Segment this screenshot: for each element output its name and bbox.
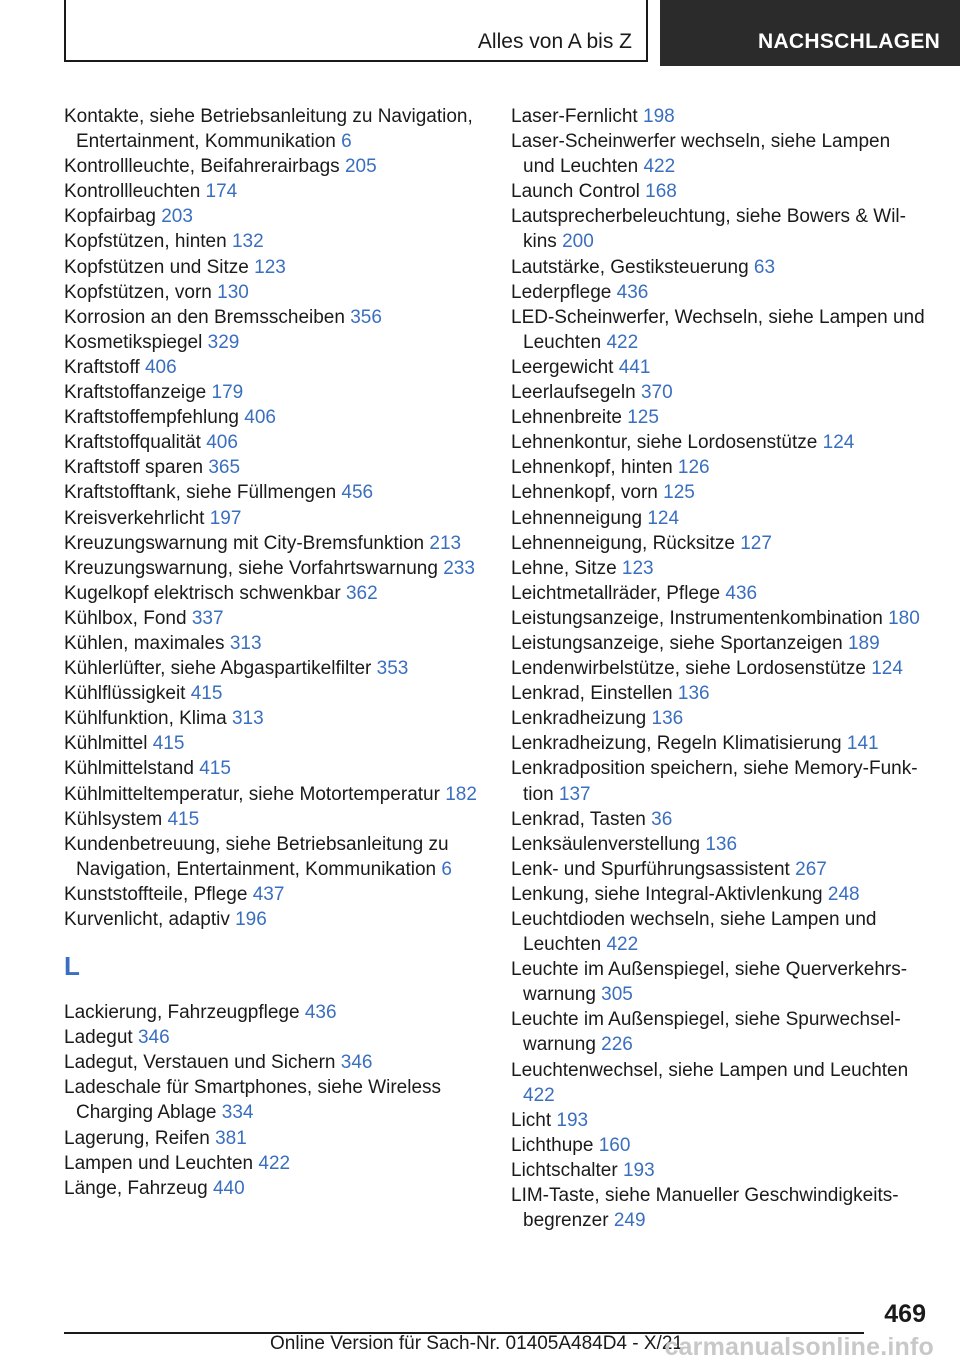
index-group-k xyxy=(64,104,484,932)
index-entry-term: Kühlmitteltemperatur, siehe Motortemperatur xyxy=(64,783,440,805)
page-reference-link[interactable]: 313 xyxy=(229,632,262,654)
header-box xyxy=(64,0,648,62)
index-entry xyxy=(64,556,484,581)
index-entry-term: Lehnenneigung xyxy=(511,507,643,529)
index-entry xyxy=(64,229,484,254)
index-entry xyxy=(511,1183,926,1233)
index-entry xyxy=(511,104,926,129)
index-entry-term: Ladeschale für Smartphones, siehe Wireless Charging Ablage xyxy=(64,1077,442,1124)
index-entry xyxy=(64,1176,484,1201)
index-entry xyxy=(64,782,484,807)
index-entry xyxy=(64,807,484,832)
index-entry-term: Licht xyxy=(511,1109,552,1131)
index-entry xyxy=(64,581,484,606)
index-entry-term: Laser-Fernlicht xyxy=(511,106,638,127)
page-reference-link[interactable]: 337 xyxy=(191,607,224,629)
index-entry xyxy=(511,581,926,606)
index-entry xyxy=(64,280,484,305)
index-entry xyxy=(511,731,926,756)
index-entry-term: Kühlbox, Fond xyxy=(64,607,187,629)
index-entry-term: LED-Scheinwerfer, Wechseln, siehe Lampen und Leuchten xyxy=(511,306,925,353)
page-reference-link[interactable]: 124 xyxy=(822,432,855,454)
index-entry xyxy=(511,405,926,430)
page-number: 469 xyxy=(884,1300,926,1328)
page-reference-link[interactable]: 126 xyxy=(677,457,710,479)
index-entry xyxy=(511,857,926,882)
page-reference-link[interactable]: 437 xyxy=(252,883,285,905)
index-column-left xyxy=(64,104,484,1201)
index-entry-term: Kugelkopf elektrisch schwenkbar xyxy=(64,582,341,604)
index-entry xyxy=(64,355,484,380)
index-entry xyxy=(64,1075,484,1125)
page-reference-link[interactable]: 130 xyxy=(217,281,249,303)
page-reference-link[interactable]: 267 xyxy=(795,858,827,880)
page-reference-link[interactable]: 132 xyxy=(231,231,264,253)
index-entry-term: LIM-Taste, siehe Manueller Geschwindigkeitsbegrenzer xyxy=(511,1185,899,1232)
page-reference-link[interactable]: 406 xyxy=(206,432,238,454)
page-reference-link[interactable]: 193 xyxy=(622,1159,655,1181)
page-reference-link[interactable]: 179 xyxy=(211,382,244,404)
page-header xyxy=(0,0,960,66)
page-reference-link[interactable]: 436 xyxy=(725,582,758,604)
page-reference-link[interactable]: 441 xyxy=(618,356,651,378)
page-reference-link[interactable]: 63 xyxy=(753,256,776,278)
index-entry xyxy=(64,832,484,882)
index-entry xyxy=(64,1126,484,1151)
index-entry xyxy=(511,129,926,179)
index-entry-term: Lagerung, Reifen xyxy=(64,1127,210,1149)
page-reference-link[interactable]: 141 xyxy=(846,733,879,755)
index-entry-term: Lampen und Leuchten xyxy=(64,1152,254,1174)
index-entry xyxy=(64,606,484,631)
page-reference-link[interactable]: 356 xyxy=(350,306,382,328)
index-entry-term: Leerlaufsegeln xyxy=(511,382,636,404)
index-entry-term: Lenkradposition speichern, siehe Memory-Funktion xyxy=(511,758,918,805)
index-column-right xyxy=(511,104,926,1233)
page-reference-link[interactable]: 123 xyxy=(621,557,654,579)
index-entry xyxy=(511,380,926,405)
index-entry xyxy=(511,204,926,254)
page-reference-link[interactable]: 422 xyxy=(606,331,639,353)
index-entry xyxy=(511,1158,926,1183)
index-entry xyxy=(511,1133,926,1158)
index-entry-term: Korrosion an den Bremsscheiben xyxy=(64,306,345,328)
page-reference-link[interactable]: 381 xyxy=(215,1127,247,1149)
index-entry-term: Kreisverkehrlicht xyxy=(64,507,205,529)
page-reference-link[interactable]: 249 xyxy=(613,1210,646,1232)
page-reference-link[interactable]: 203 xyxy=(161,206,193,228)
index-entry xyxy=(511,1007,926,1057)
index-entry-term: Lichtschalter xyxy=(511,1159,618,1181)
index-entry xyxy=(511,706,926,731)
page-reference-link[interactable]: 456 xyxy=(341,482,374,504)
page-reference-link[interactable]: 36 xyxy=(651,808,673,830)
index-entry-term: Kraftstoffqualität xyxy=(64,432,201,454)
index-entry-term: Lautstärke, Gestiksteuerung xyxy=(511,256,749,278)
index-entry xyxy=(511,556,926,581)
index-entry-term: Kühlerlüfter, siehe Abgaspartikelfilter xyxy=(64,658,372,680)
page-reference-link[interactable]: 334 xyxy=(221,1102,254,1124)
page-reference-link[interactable]: 406 xyxy=(244,407,276,429)
index-entry xyxy=(64,531,484,556)
index-entry-term: Kontrollleuchte, Beifahrerairbags xyxy=(64,156,340,178)
index-group-l-continued xyxy=(511,104,926,1233)
index-entry-term: Leuchtdioden wechseln, siehe Lampen und Leuchten xyxy=(511,909,877,956)
index-entry-term: Launch Control xyxy=(511,181,640,203)
index-entry xyxy=(511,681,926,706)
index-entry xyxy=(64,1025,484,1050)
index-entry-term: Leuchtenwechsel, siehe Lampen und Leuchten xyxy=(511,1059,909,1081)
index-entry xyxy=(64,330,484,355)
page-reference-link[interactable]: 182 xyxy=(445,783,477,805)
page-reference-link[interactable]: 440 xyxy=(212,1177,245,1199)
page-reference-link[interactable]: 124 xyxy=(647,507,680,529)
index-entry-term: Leistungsanzeige, Instrumentenkombination xyxy=(511,607,883,629)
index-entry-term: Kühlmittel xyxy=(64,733,148,755)
index-entry xyxy=(64,907,484,932)
page-reference-link[interactable]: 422 xyxy=(643,156,676,178)
page-reference-link[interactable]: 168 xyxy=(645,181,677,203)
index-entry-term: Lederpflege xyxy=(511,281,612,303)
header-crumb: Alles von A bis Z xyxy=(477,30,632,53)
index-letter-l: L xyxy=(64,951,80,982)
index-entry xyxy=(64,756,484,781)
index-entry-term: Lehnenbreite xyxy=(511,407,622,429)
index-entry-term: Kopfstützen, hinten xyxy=(64,231,227,253)
page-reference-link[interactable]: 193 xyxy=(556,1109,589,1131)
index-entry xyxy=(511,255,926,280)
index-entry xyxy=(511,305,926,355)
page-reference-link[interactable]: 205 xyxy=(344,156,377,178)
index-entry xyxy=(511,832,926,857)
page-reference-link[interactable]: 329 xyxy=(207,331,240,353)
page-reference-link[interactable]: 226 xyxy=(601,1034,633,1056)
index-entry xyxy=(64,882,484,907)
page-reference-link[interactable]: 174 xyxy=(205,181,238,203)
index-entry xyxy=(511,656,926,681)
page-reference-link[interactable]: 124 xyxy=(871,658,903,680)
page-reference-link[interactable]: 415 xyxy=(167,808,200,830)
page-reference-link[interactable]: 6 xyxy=(441,858,452,880)
index-entry xyxy=(64,380,484,405)
page-reference-link[interactable]: 370 xyxy=(640,382,673,404)
index-entry xyxy=(64,480,484,505)
index-entry-term: Lackierung, Fahrzeugpflege xyxy=(64,1002,300,1024)
index-entry-term: Kühlfunktion, Klima xyxy=(64,708,227,730)
index-entry xyxy=(64,305,484,330)
index-entry-term: Lenkrad, Einstellen xyxy=(511,683,673,705)
index-entry xyxy=(511,531,926,556)
index-entry xyxy=(511,1108,926,1133)
index-entry-term: Lenksäulenverstellung xyxy=(511,833,701,855)
page-reference-link[interactable]: 125 xyxy=(663,482,695,504)
index-entry-term: Kreuzungswarnung, siehe Vorfahrtswarnung xyxy=(64,557,438,579)
index-entry xyxy=(511,506,926,531)
index-entry-term: Kraftstoff xyxy=(64,356,140,378)
page-reference-link[interactable]: 196 xyxy=(235,909,267,930)
page-reference-link[interactable]: 415 xyxy=(190,683,223,705)
index-entry xyxy=(511,882,926,907)
page-reference-link[interactable]: 436 xyxy=(304,1002,337,1024)
index-entry-term: Kraftstoffanzeige xyxy=(64,382,207,404)
watermark: carmanualsonline.info xyxy=(664,1333,934,1361)
index-entry xyxy=(64,656,484,681)
page-reference-link[interactable]: 346 xyxy=(340,1052,373,1074)
index-entry-term: Leuchte im Außenspiegel, siehe Spurwechselwarnung xyxy=(511,1009,901,1056)
index-entry-term: Ladegut xyxy=(64,1027,133,1049)
page-reference-link[interactable]: 189 xyxy=(847,632,880,654)
index-entry xyxy=(511,280,926,305)
index-entry-term: Lehnenkopf, vorn xyxy=(511,482,658,504)
page-reference-link[interactable]: 415 xyxy=(152,733,185,755)
index-entry-term: Lehnenneigung, Rücksitze xyxy=(511,532,735,554)
index-entry-term: Ladegut, Verstauen und Sichern xyxy=(64,1052,336,1074)
index-entry-term: Lautsprecherbeleuchtung, siehe Bowers & Wilkins xyxy=(511,206,906,253)
index-entry-term: Kraftstoffempfehlung xyxy=(64,407,239,429)
page-reference-link[interactable]: 346 xyxy=(137,1027,170,1049)
index-entry-term: Länge, Fahrzeug xyxy=(64,1177,208,1199)
index-entry xyxy=(511,756,926,806)
index-entry-term: Lichthupe xyxy=(511,1134,594,1156)
page-reference-link[interactable]: 180 xyxy=(888,607,920,629)
index-entry-term: Kontrollleuchten xyxy=(64,181,201,203)
page-reference-link[interactable]: 353 xyxy=(376,658,409,680)
index-entry xyxy=(511,807,926,832)
page-reference-link[interactable]: 136 xyxy=(705,833,738,855)
page-reference-link[interactable]: 362 xyxy=(345,582,378,604)
index-entry-term: Kraftstofftank, siehe Füllmengen xyxy=(64,482,337,504)
page-reference-link[interactable]: 422 xyxy=(523,1084,555,1106)
index-group-l xyxy=(64,1000,484,1201)
page-reference-link[interactable]: 136 xyxy=(651,708,684,730)
index-entry xyxy=(511,455,926,480)
index-entry xyxy=(511,480,926,505)
index-entry xyxy=(64,204,484,229)
index-entry-term: Kraftstoff sparen xyxy=(64,457,204,479)
index-entry-term: Lehne, Sitze xyxy=(511,557,617,579)
index-entry xyxy=(64,1050,484,1075)
page-reference-link[interactable]: 198 xyxy=(643,106,675,127)
index-entry-term: Kopfairbag xyxy=(64,206,156,228)
index-entry-term: Lenk- und Spurführungsassistent xyxy=(511,858,790,880)
index-entry-term: Kühlen, maximales xyxy=(64,632,225,654)
index-entry-term: Laser-Scheinwerfer wechseln, siehe Lampen und Leuchten xyxy=(511,131,891,178)
index-entry xyxy=(64,455,484,480)
index-entry xyxy=(64,104,484,154)
page-reference-link[interactable]: 125 xyxy=(627,407,659,429)
index-entry xyxy=(64,731,484,756)
index-entry xyxy=(64,706,484,731)
index-entry-term: Leistungsanzeige, siehe Sportanzeigen xyxy=(511,632,843,654)
index-entry-term: Lenkradheizung xyxy=(511,708,647,730)
index-entry xyxy=(511,957,926,1007)
index-entry xyxy=(64,631,484,656)
index-entry-term: Kurvenlicht, adaptiv xyxy=(64,909,230,930)
index-entry-term: Kundenbetreuung, siehe Betriebsanleitung zu Navigation, Entertainment, Kommunikation xyxy=(64,833,449,880)
index-entry xyxy=(64,1151,484,1176)
page-reference-link[interactable]: 136 xyxy=(677,683,710,705)
index-entry xyxy=(64,681,484,706)
page-reference-link[interactable]: 436 xyxy=(616,281,649,303)
page-reference-link[interactable]: 422 xyxy=(258,1152,291,1174)
page-reference-link[interactable]: 160 xyxy=(598,1134,631,1156)
index-entry xyxy=(511,355,926,380)
index-entry xyxy=(64,1000,484,1025)
index-entry-term: Leuchte im Außenspiegel, siehe Querverkehrswarnung xyxy=(511,959,908,1006)
section-tab[interactable]: NACHSCHLAGEN xyxy=(660,0,960,66)
index-entry-term: Lenkung, siehe Integral-Aktivlenkung xyxy=(511,883,823,905)
index-entry xyxy=(64,405,484,430)
page-reference-link[interactable]: 127 xyxy=(740,532,772,554)
index-entry xyxy=(511,606,926,631)
index-entry xyxy=(511,631,926,656)
index-entry xyxy=(64,430,484,455)
index-entry-term: Kosmetikspiegel xyxy=(64,331,203,353)
page-reference-link[interactable]: 197 xyxy=(209,507,242,529)
index-entry-term: Kunststoffteile, Pflege xyxy=(64,883,248,905)
index-entry xyxy=(511,1058,926,1108)
index-entry xyxy=(511,907,926,957)
index-entry-term: Leergewicht xyxy=(511,356,614,378)
index-entry-term: Lenkrad, Tasten xyxy=(511,808,646,830)
page-reference-link[interactable]: 200 xyxy=(562,231,594,253)
page-reference-link[interactable]: 305 xyxy=(601,984,633,1006)
index-entry xyxy=(64,179,484,204)
page-reference-link[interactable]: 313 xyxy=(231,708,264,730)
index-entry-term: Kontakte, siehe Betriebsanleitung zu Navigation, Entertainment, Kommunikation xyxy=(64,106,473,153)
page-reference-link[interactable]: 233 xyxy=(443,557,475,579)
index-entry xyxy=(64,506,484,531)
page-reference-link[interactable]: 365 xyxy=(208,457,241,479)
page-reference-link[interactable]: 137 xyxy=(558,783,591,805)
footer-version-text: Online Version für Sach-Nr. 01405A484D4 - X/21 xyxy=(270,1333,683,1354)
index-entry-term: Leichtmetallräder, Pflege xyxy=(511,582,721,604)
index-entry-term: Lehnenkopf, hinten xyxy=(511,457,673,479)
index-entry-term: Kühlsystem xyxy=(64,808,163,830)
index-entry-term: Lendenwirbelstütze, siehe Lordosenstütze xyxy=(511,658,866,680)
index-entry-term: Lehnenkontur, siehe Lordosenstütze xyxy=(511,432,818,454)
index-entry xyxy=(511,430,926,455)
index-entry xyxy=(64,154,484,179)
index-entry-term: Kreuzungswarnung mit City-Bremsfunktion xyxy=(64,532,425,554)
index-entry-term: Kopfstützen und Sitze xyxy=(64,256,249,278)
page-reference-link[interactable]: 415 xyxy=(199,758,231,780)
index-entry-term: Kühlflüssigkeit xyxy=(64,683,186,705)
page-reference-link[interactable]: 6 xyxy=(341,131,352,153)
page-reference-link[interactable]: 123 xyxy=(254,256,286,278)
page-reference-link[interactable]: 422 xyxy=(606,934,639,956)
page-reference-link[interactable]: 406 xyxy=(144,356,177,378)
index-entry xyxy=(64,255,484,280)
index-entry xyxy=(511,179,926,204)
index-entry-term: Kühlmittelstand xyxy=(64,758,194,780)
index-entry-term: Kopfstützen, vorn xyxy=(64,281,212,303)
page-reference-link[interactable]: 213 xyxy=(429,532,462,554)
page-reference-link[interactable]: 248 xyxy=(827,883,860,905)
index-entry-term: Lenkradheizung, Regeln Klimatisierung xyxy=(511,733,842,755)
